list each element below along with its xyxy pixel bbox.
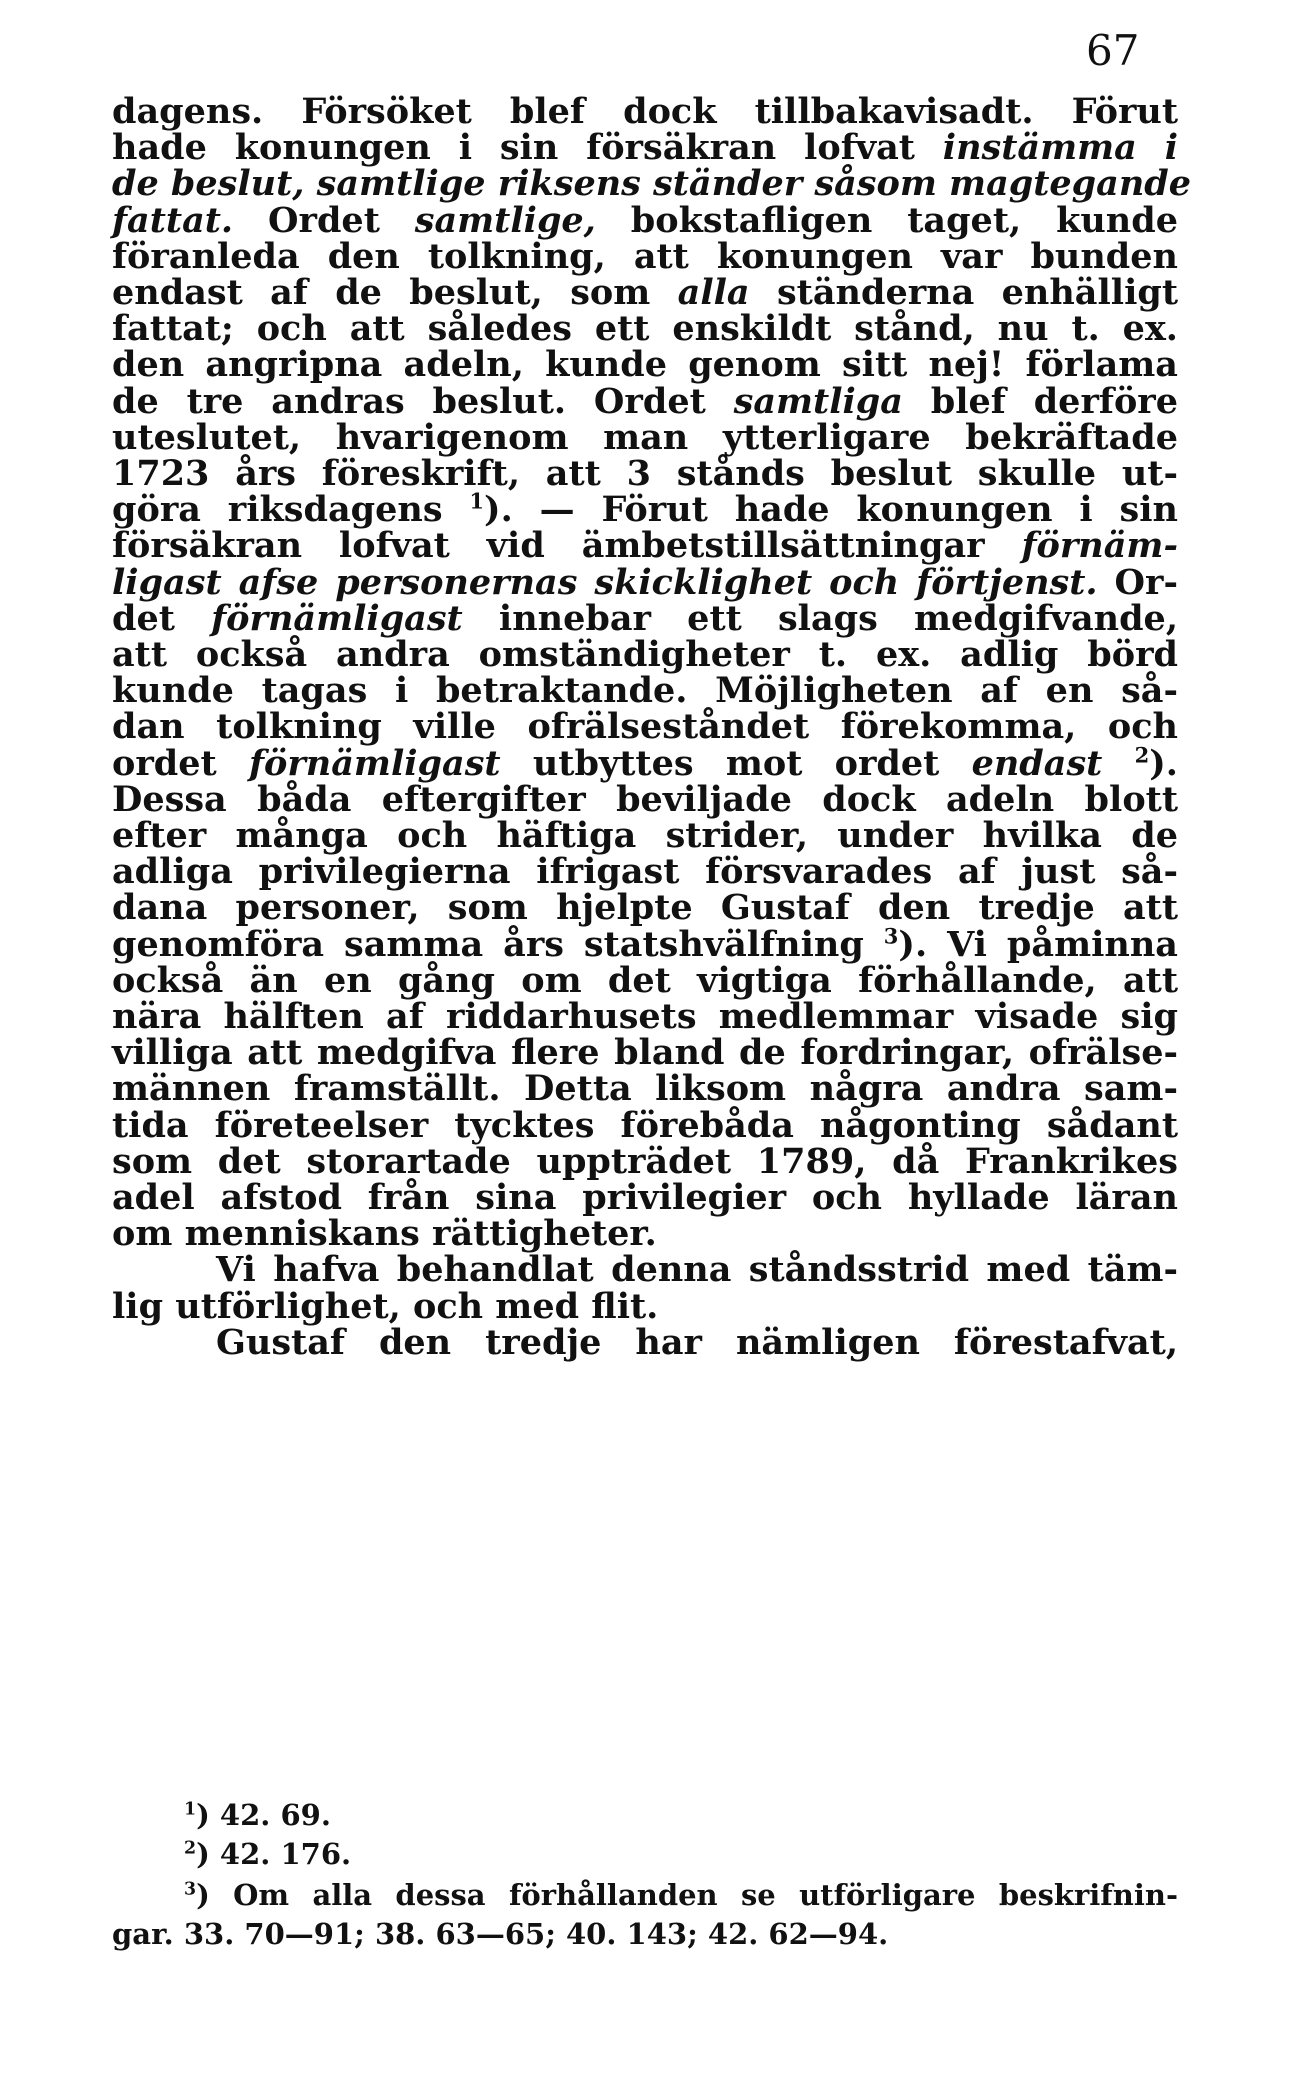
text-segment: också än en gång om det vigtiga förhållande, att: [112, 960, 1178, 1001]
footnote-line: [112, 1795, 1178, 1835]
text-segment: göra riksdagens: [112, 489, 470, 530]
text-segment: att också andra omständigheter t. ex. adlig börd: [112, 634, 1178, 675]
text-segment: ordet: [112, 743, 249, 784]
footnote-marker: 3: [184, 1879, 197, 1900]
italic-text: samtliga: [733, 381, 903, 422]
text-segment: föranleda den tolkning, att konungen var bunden: [112, 236, 1178, 277]
italic-text: endast: [971, 743, 1103, 784]
footnote-line: [112, 1914, 1178, 1954]
italic-text: alla: [677, 272, 750, 313]
text-segment: tida företeelser tycktes förebåda någonting sådant: [112, 1105, 1178, 1146]
text-segment: Or-: [1097, 562, 1178, 603]
text-segment: ständerna enhälligt: [749, 272, 1179, 313]
text-segment: ) 42. 176.: [196, 1837, 352, 1871]
text-segment: ). Vi påminna: [898, 924, 1178, 965]
footnote-marker: 2: [1134, 742, 1150, 768]
footnote-line: [112, 1834, 1178, 1874]
text-segment: Vi hafva behandlat denna ståndsstrid med täm-: [216, 1249, 1178, 1290]
text-segment: efter många och häftiga strider, under hvilka de: [112, 815, 1178, 856]
text-segment: adel afstod från sina privilegier och hyllade läran: [112, 1177, 1178, 1218]
text-segment: villiga att medgifva flere bland de fordringar, ofrälse-: [112, 1032, 1178, 1073]
footnote-marker: 1: [469, 488, 485, 514]
italic-text: fattat.: [112, 200, 234, 241]
text-line: [112, 1319, 1178, 1367]
text-segment: 1723 års föreskrift, att 3 stånds beslut skulle ut-: [112, 453, 1178, 494]
italic-text: ligast afse personernas skicklighet och förtjenst.: [112, 562, 1098, 603]
text-segment: försäkran lofvat vid ämbetstillsättningar: [112, 525, 1022, 566]
italic-text: förnämligast: [211, 598, 463, 639]
text-segment: lig utförlighet, och med flit.: [112, 1286, 659, 1327]
italic-text: förnäm-: [1021, 525, 1178, 566]
italic-text: samtlige,: [414, 200, 596, 241]
text-segment: dan tolkning ville ofrälseståndet förekomma, och: [112, 706, 1178, 747]
text-segment: adliga privilegierna ifrigast försvarades af just så-: [112, 851, 1178, 892]
text-segment: blef derföre: [902, 381, 1178, 422]
text-segment: om menniskans rättigheter.: [112, 1213, 657, 1254]
text-segment: endast af de beslut, som: [112, 272, 678, 313]
text-segment: Gustaf den tredje har nämligen förestafvat,: [216, 1322, 1178, 1363]
text-segment: som det storartade uppträdet 1789, då Frankrikes: [112, 1141, 1178, 1182]
text-segment: männen framställt. Detta liksom några andra sam-: [112, 1068, 1178, 1109]
footnote-line: [112, 1875, 1178, 1915]
text-segment: ).: [1149, 743, 1178, 784]
footnote-marker: 1: [184, 1799, 197, 1820]
text-segment: bokstafligen taget, kunde: [595, 200, 1178, 241]
page-number: 67: [1086, 26, 1140, 75]
text-segment: Ordet: [233, 200, 415, 241]
italic-text: förnämligast: [248, 743, 501, 784]
text-segment: ) 42. 69.: [196, 1798, 331, 1832]
text-segment: hade konungen i sin försäkran lofvat: [112, 127, 943, 168]
text-segment: uteslutet, hvarigenom man ytterligare bekräftade: [112, 417, 1178, 458]
text-segment: ). — Förut hade konungen i sin: [484, 489, 1179, 530]
text-segment: de tre andras beslut. Ordet: [112, 381, 734, 422]
text-segment: det: [112, 598, 212, 639]
text-segment: dagens. Försöket blef dock tillbakavisadt. Förut: [112, 91, 1178, 132]
text-segment: nära hälften af riddarhusets medlemmar visade sig: [112, 996, 1178, 1037]
text-segment: dana personer, som hjelpte Gustaf den tredje att: [112, 887, 1178, 928]
text-segment: fattat; och att således ett enskildt stånd, nu t. ex.: [112, 308, 1178, 349]
text-segment: genomföra samma års statshvälfning: [112, 924, 884, 965]
italic-text: instämma i: [942, 127, 1178, 168]
text-segment: gar. 33. 70—91; 38. 63—65; 40. 143; 42. 62—94.: [112, 1917, 889, 1951]
text-segment: Dessa båda eftergifter beviljade dock adeln blott: [112, 779, 1178, 820]
text-segment: den angripna adeln, kunde genom sitt nej! förlama: [112, 344, 1178, 385]
text-segment: innebar ett slags medgifvande,: [462, 598, 1179, 639]
text-segment: utbyttes mot ordet: [500, 743, 972, 784]
footnote-marker: 2: [184, 1838, 197, 1859]
text-segment: ) Om alla dessa förhållanden se utförligare beskrifnin-: [196, 1878, 1178, 1912]
text-segment: kunde tagas i betraktande. Möjligheten af en så-: [112, 670, 1178, 711]
footnote-marker: 3: [883, 923, 899, 949]
italic-text: de beslut, samtlige riksens ständer såsom magtegande: [112, 163, 1192, 204]
